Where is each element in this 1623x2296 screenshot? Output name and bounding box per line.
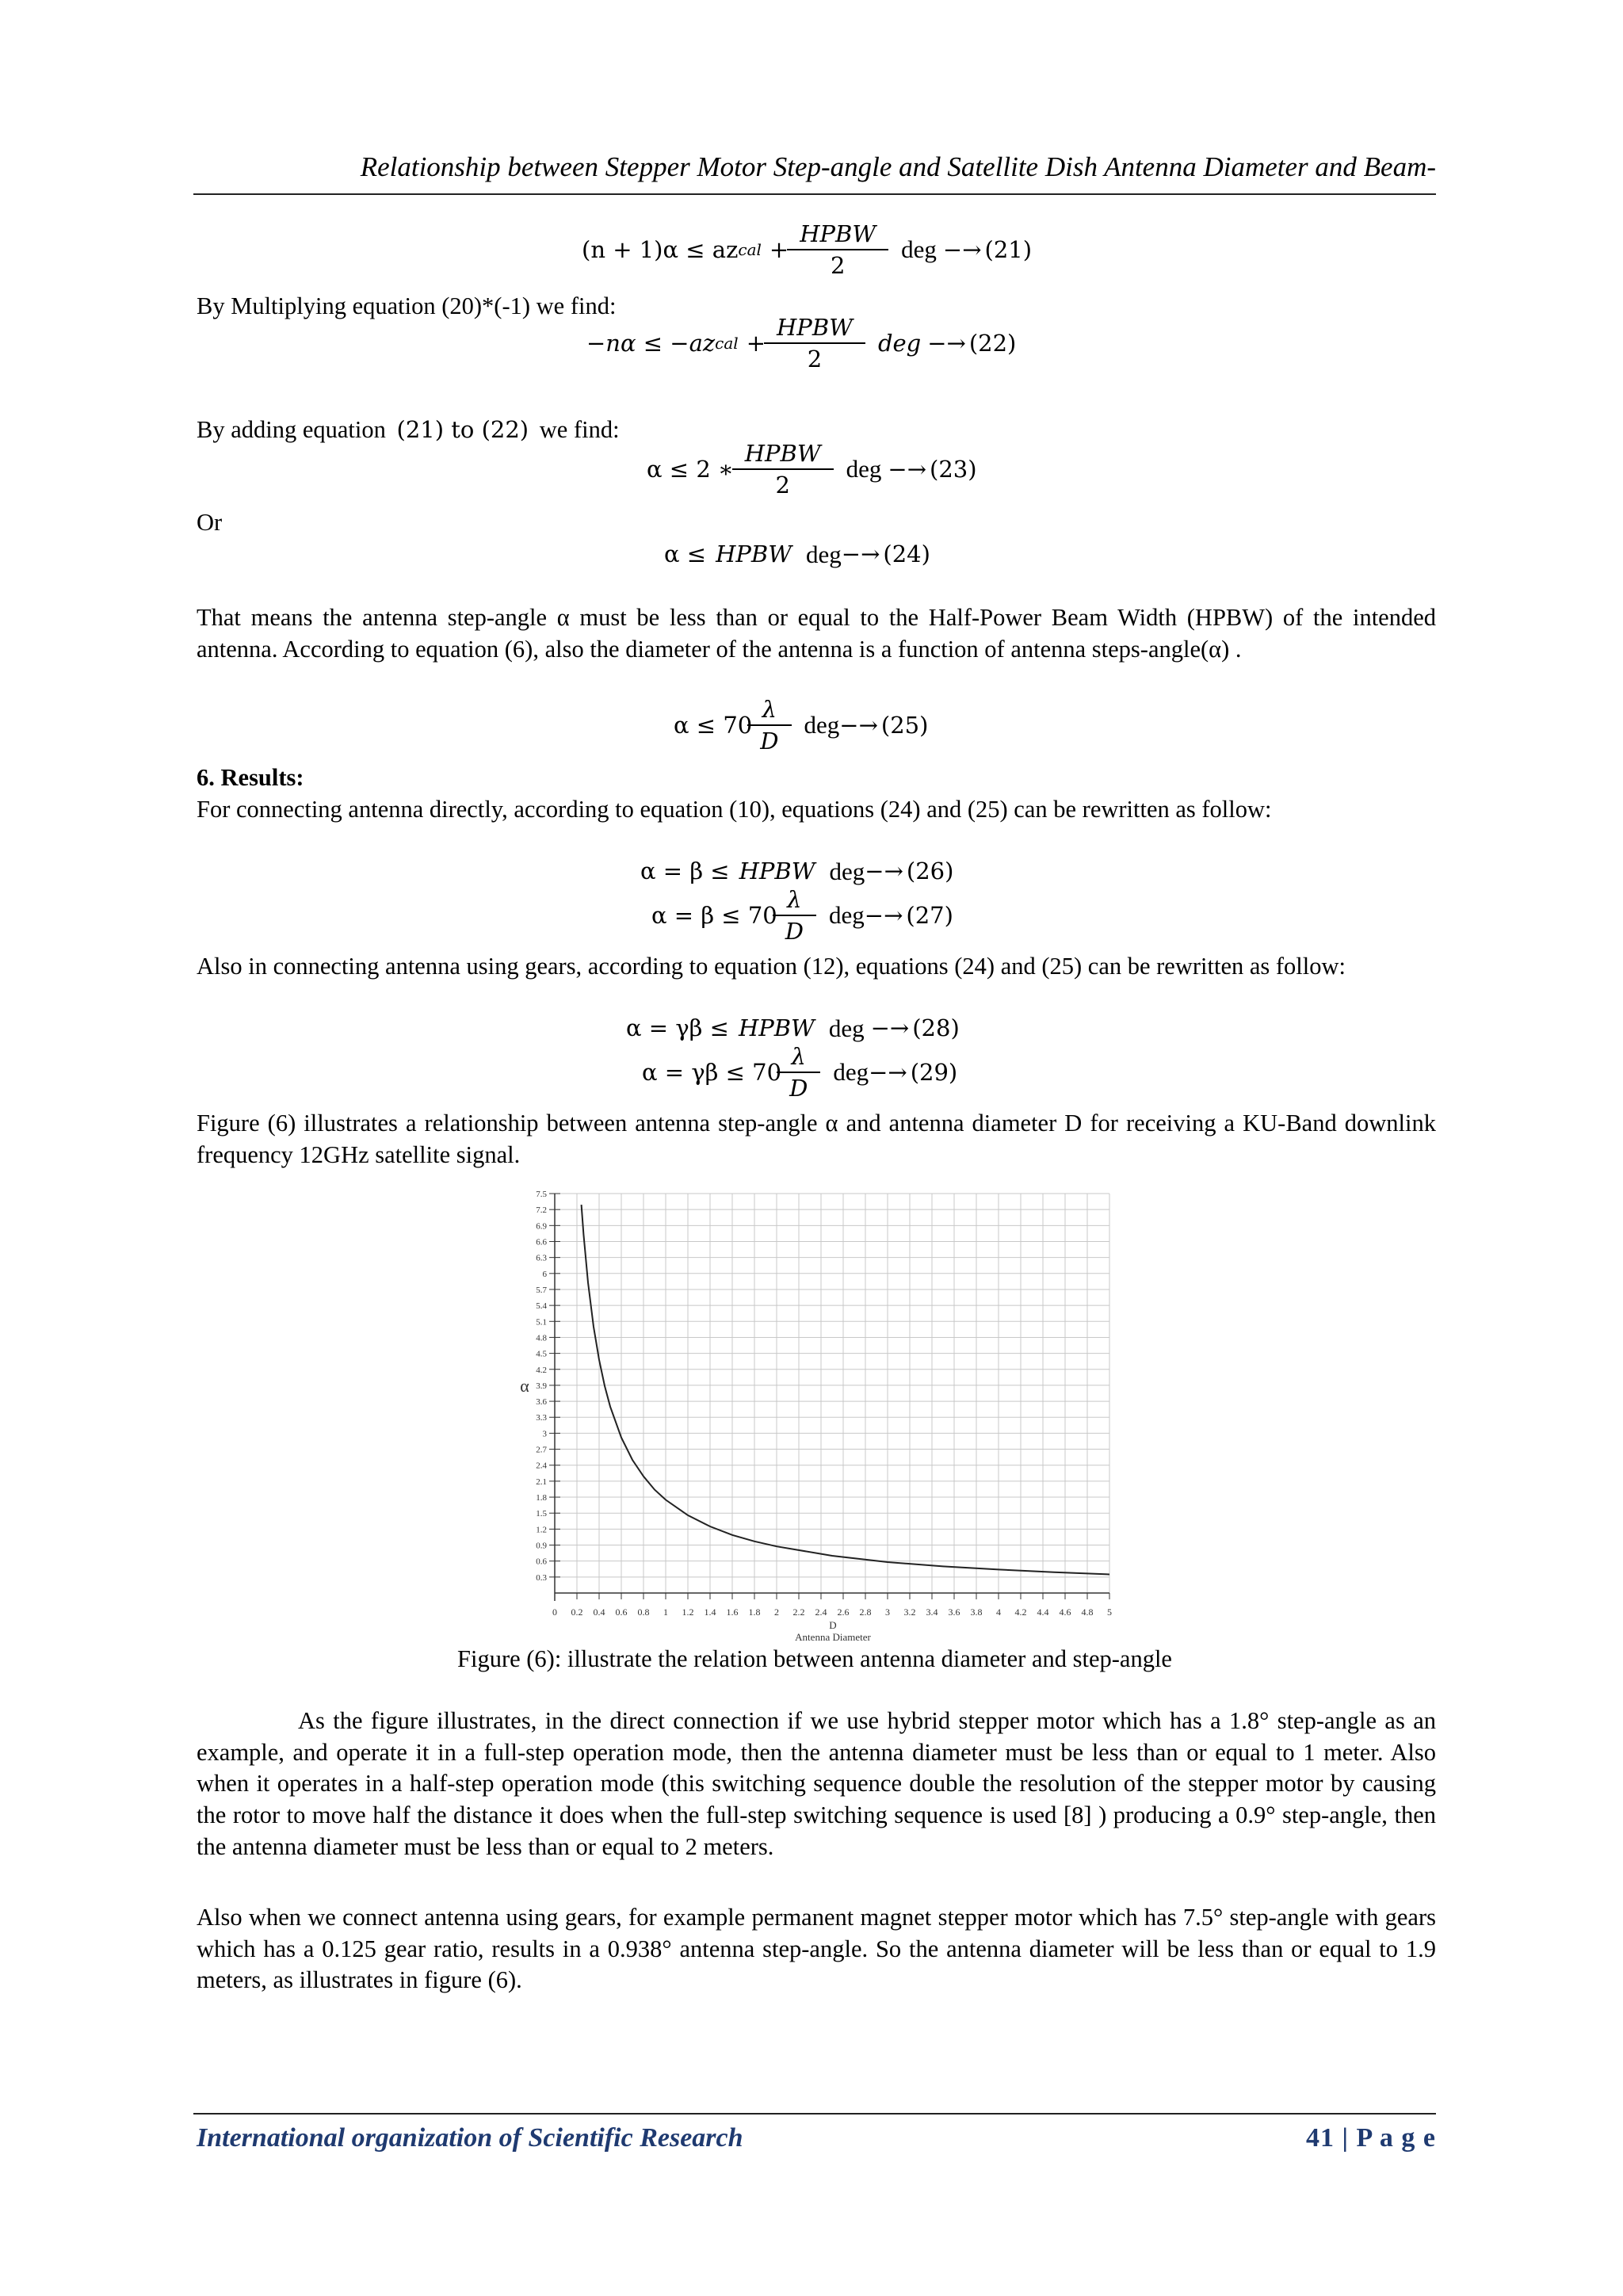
eq26-arrow: −→ <box>865 858 903 885</box>
x-axis-symbol: D <box>829 1619 837 1631</box>
eq22-denominator: 2 <box>764 342 865 371</box>
eq28-hpbw: HPBW <box>738 1014 815 1042</box>
y-tick-label: 7.5 <box>536 1190 547 1199</box>
x-tick-label: 3.2 <box>903 1606 916 1618</box>
x-tick-label: 2.2 <box>792 1606 805 1618</box>
x-tick-label: 2.8 <box>859 1606 872 1618</box>
eq25-arrow: −→ <box>839 711 878 739</box>
equation-29 <box>642 1045 957 1101</box>
eq28-arrow: −→ <box>870 1014 910 1042</box>
paragraph-hpbw: That means the antenna step-angle α must be less than or equal to the Half-Power Beam Width (HPBW) of the intended antenna. According to equation (6), also the diameter of the antenna is a function of antenna steps-angle(α) . <box>197 604 1436 663</box>
series-line <box>582 1205 1109 1574</box>
x-tick-label: 0 <box>552 1606 557 1618</box>
equation-28 <box>626 1013 960 1045</box>
paragraph-gears-connection: Also when we connect antenna using gears, for example permanent magnet stepper motor which has 7.5° step-angle with gears which has a 0.125 gear ratio, results in a 0.938° antenna step-angle. So the antenna diameter will be less than or equal to 1.9 meters, as illustrates in figure (6). <box>197 1904 1436 1994</box>
eq27-arrow: −→ <box>864 901 903 929</box>
y-tick-label: 3 <box>542 1429 547 1439</box>
eq21-fraction <box>793 222 882 278</box>
eq26-hpbw: HPBW <box>739 858 815 885</box>
x-tick-label: 2.4 <box>815 1606 827 1618</box>
eq27-lhs: α = β ≤ 70 <box>651 901 777 929</box>
x-tick-label: 0.2 <box>571 1606 583 1618</box>
eq27-numerator: λ <box>787 886 802 913</box>
y-tick-label: 4.8 <box>536 1333 547 1343</box>
results-paragraph: For connecting antenna directly, according to equation (10), equations (24) and (25) can be rewritten as follow: <box>197 796 1272 823</box>
x-tick-label: 3.6 <box>948 1606 960 1618</box>
equation-26 <box>640 856 953 888</box>
eq22-lhs: −nα ≤ −az <box>586 329 716 357</box>
equation-23 <box>647 441 977 498</box>
equation-22 <box>586 315 1016 372</box>
eq29-unit: deg <box>833 1058 869 1087</box>
y-tick-label: 7.2 <box>536 1205 547 1216</box>
eq24-lhs: α ≤ <box>664 541 707 568</box>
y-tick-label: 0.3 <box>536 1572 547 1583</box>
eq23-numerator: HPBW <box>744 440 821 467</box>
x-tick-label: 1 <box>663 1606 668 1618</box>
results-heading: 6. Results: <box>197 764 304 791</box>
eq22-tag: (22) <box>968 329 1017 357</box>
y-tick-label: 2.1 <box>536 1477 547 1487</box>
y-tick-label: 5.7 <box>536 1285 547 1295</box>
eq23-fraction <box>739 441 827 498</box>
y-tick-label: 1.8 <box>536 1493 547 1503</box>
eq27-tag: (27) <box>906 901 953 929</box>
eq23-denominator: 2 <box>732 468 834 497</box>
eq29-tag: (29) <box>910 1058 958 1086</box>
x-tick-label: 5 <box>1107 1606 1112 1618</box>
equation-21 <box>582 222 1032 278</box>
eq27-denominator: D <box>773 915 816 943</box>
x-tick-label: 1.6 <box>726 1606 739 1618</box>
y-axis-label: α <box>520 1376 529 1396</box>
adding-post: we find: <box>539 416 620 443</box>
eq22-plus: + <box>746 329 766 357</box>
x-tick-label: 3 <box>885 1606 890 1618</box>
x-tick-label: 0.8 <box>637 1606 650 1618</box>
running-header: Relationship between Stepper Motor Step-angle and Satellite Dish Antenna Diameter and Beam- <box>193 151 1436 195</box>
x-tick-label: 1.8 <box>748 1606 761 1618</box>
eq28-unit: deg <box>828 1014 865 1042</box>
eq21-plus: + <box>769 235 789 263</box>
paragraph-direct-connection: As the figure illustrates, in the direct connection if we use hybrid stepper motor which has a 1.8° step-angle as an example, and operate it in a full-step operation mode, then the antenna diameter must be less than or equal to 1 meter. Also when it operates in a half-step operation mode (this switching sequence double the resolution of the stepper motor by causing the rotor to move half the distance it does when the full-step switching sequence is used [8] ) producing a 0.9° step-angle, then the antenna diameter must be less than or equal to 2 meters. <box>197 1707 1436 1860</box>
x-tick-label: 4.4 <box>1037 1606 1049 1618</box>
x-tick-label: 1.4 <box>704 1606 716 1618</box>
x-tick-label: 4.6 <box>1059 1606 1071 1618</box>
equation-25 <box>674 697 928 754</box>
y-tick-label: 6 <box>542 1269 547 1279</box>
y-tick-label: 5.4 <box>536 1301 547 1312</box>
text-multiplying: By Multiplying equation (20)*(-1) we find: <box>197 292 617 319</box>
gears-paragraph: Also in connecting antenna using gears, according to equation (12), equations (24) and (25) can be rewritten as follow: <box>197 953 1346 980</box>
eq26-tag: (26) <box>906 858 954 885</box>
x-tick-label: 3.4 <box>926 1606 938 1618</box>
eq26-lhs: α = β ≤ <box>640 858 730 885</box>
y-tick-label: 2.7 <box>536 1445 547 1455</box>
eq29-numerator: λ <box>791 1043 806 1070</box>
eq24-hpbw: HPBW <box>716 541 792 568</box>
y-tick-label: 1.5 <box>536 1509 547 1519</box>
x-tick-label: 4.8 <box>1081 1606 1094 1618</box>
eq23-lhs: α ≤ 2 ∗ <box>647 455 734 483</box>
eq24-arrow: −→ <box>841 541 880 568</box>
equation-24 <box>664 539 930 571</box>
eq22-arrow: −→ <box>927 329 966 357</box>
chart-grid <box>555 1194 1109 1593</box>
footer-page-number: 41 | P a g e <box>1306 2123 1436 2153</box>
x-tick-label: 3.8 <box>970 1606 983 1618</box>
eq23-unit: deg <box>846 455 882 483</box>
x-tick-label: 0.4 <box>593 1606 605 1618</box>
y-tick-label: 6.3 <box>536 1253 547 1263</box>
eq29-arrow: −→ <box>869 1058 907 1086</box>
eq29-denominator: D <box>777 1072 820 1100</box>
adding-pre: By adding equation <box>197 416 386 443</box>
eq25-tag: (25) <box>880 711 929 739</box>
chart-axes <box>549 1194 1109 1601</box>
eq22-numerator: HPBW <box>777 314 853 341</box>
eq25-fraction <box>754 697 785 754</box>
step-angle-vs-diameter-chart <box>491 1181 1125 1648</box>
y-tick-label: 6.6 <box>536 1237 547 1247</box>
eq27-unit: deg <box>829 901 865 930</box>
eq25-unit: deg <box>804 711 840 739</box>
eq29-lhs: α = γβ ≤ 70 <box>642 1058 782 1086</box>
x-tick-labels <box>552 1606 1112 1618</box>
text-adding <box>197 415 620 446</box>
y-tick-label: 3.6 <box>536 1397 547 1408</box>
eq22-subscript: cal <box>715 334 739 353</box>
y-tick-labels <box>536 1190 547 1583</box>
x-tick-label: 4 <box>996 1606 1001 1618</box>
y-tick-label: 4.2 <box>536 1365 547 1375</box>
eq22-fraction <box>770 315 859 372</box>
eq21-numerator: HPBW <box>800 220 876 247</box>
eq24-tag: (24) <box>883 541 930 568</box>
eq21-denominator: 2 <box>787 249 888 277</box>
eq25-denominator: D <box>747 724 791 753</box>
eq28-tag: (28) <box>912 1014 960 1042</box>
y-tick-label: 3.3 <box>536 1413 547 1423</box>
y-tick-label: 1.2 <box>536 1525 547 1535</box>
eq21-lhs: (n + 1)α ≤ az <box>582 235 739 263</box>
y-tick-label: 5.1 <box>536 1317 547 1328</box>
eq24-unit: deg <box>806 541 842 568</box>
eq21-tag: (21) <box>984 235 1033 263</box>
eq23-arrow: −→ <box>888 455 926 483</box>
eq21-unit: deg <box>901 235 937 264</box>
footer-rule <box>193 2113 1436 2115</box>
eq25-lhs: α ≤ 70 <box>674 711 753 739</box>
eq26-unit: deg <box>829 858 865 885</box>
eq23-tag: (23) <box>930 455 977 483</box>
eq22-unit: deg <box>877 329 922 357</box>
x-tick-label: 1.2 <box>682 1606 694 1618</box>
y-tick-label: 2.4 <box>536 1461 547 1471</box>
eq21-subscript: cal <box>738 240 762 260</box>
x-tick-label: 2 <box>774 1606 779 1618</box>
x-tick-label: 2.6 <box>837 1606 850 1618</box>
x-tick-label: 0.6 <box>615 1606 628 1618</box>
eq21-arrow: −→ <box>942 235 982 263</box>
figure-intro-paragraph: Figure (6) illustrates a relationship between antenna step-angle α and antenna diameter D for receiving a KU-Band downlink frequency 12GHz satellite signal. <box>197 1110 1436 1168</box>
x-axis-label: Antenna Diameter <box>795 1631 871 1643</box>
equation-27 <box>651 888 953 944</box>
y-tick-label: 4.5 <box>536 1349 547 1359</box>
adding-equation-ref: (21) to (22) <box>396 416 529 443</box>
y-tick-label: 3.9 <box>536 1381 547 1391</box>
eq25-numerator: λ <box>762 696 777 723</box>
eq27-fraction <box>779 888 810 944</box>
figure-caption: Figure (6): illustrate the relation between antenna diameter and step-angle <box>457 1645 1172 1672</box>
y-tick-label: 6.9 <box>536 1221 547 1232</box>
eq29-fraction <box>783 1045 814 1101</box>
footer-journal: International organization of Scientific Research <box>197 2123 743 2153</box>
text-or: Or <box>197 509 223 536</box>
y-tick-label: 0.9 <box>536 1541 547 1551</box>
eq28-lhs: α = γβ ≤ <box>626 1014 729 1042</box>
y-tick-label: 0.6 <box>536 1557 547 1567</box>
x-tick-label: 4.2 <box>1014 1606 1027 1618</box>
